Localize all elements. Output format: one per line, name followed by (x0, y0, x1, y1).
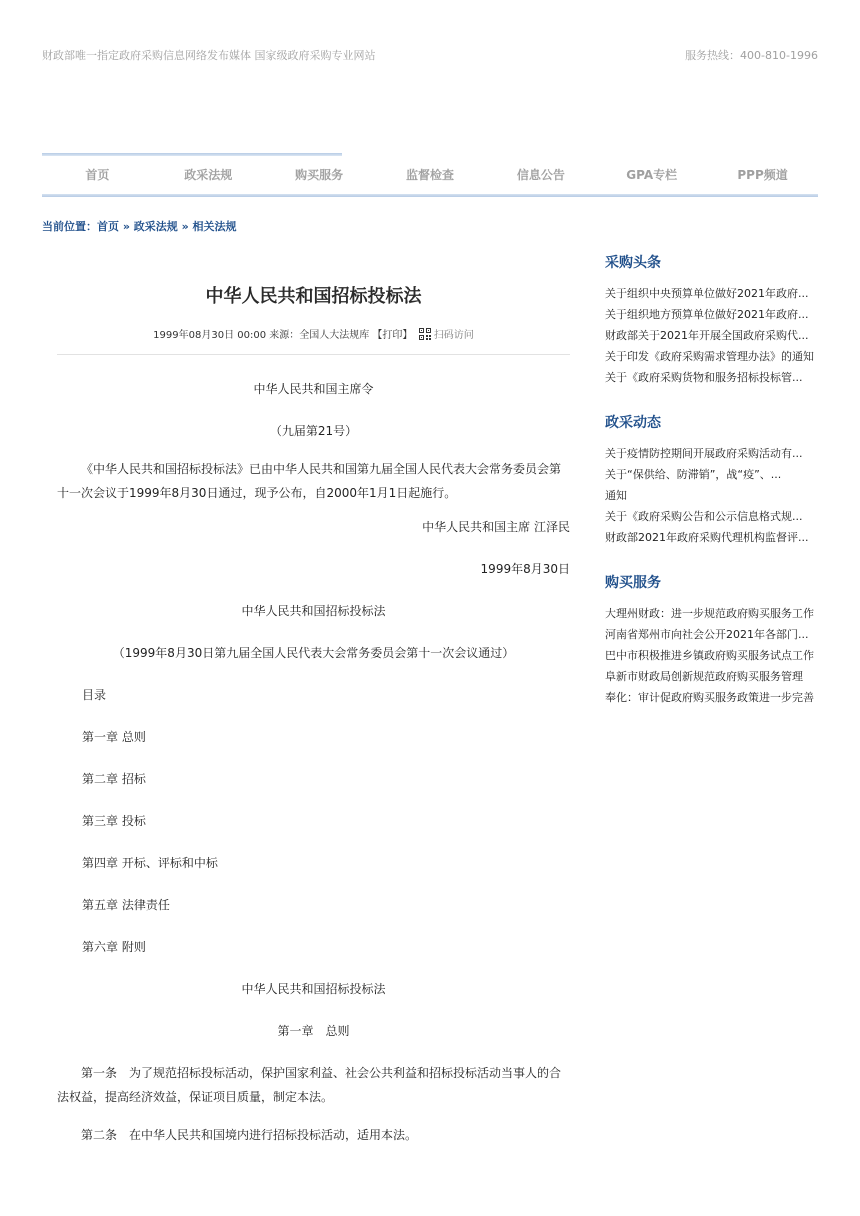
article-meta (57, 328, 570, 344)
service-item[interactable]: 大理州财政：进一步规范政府购买服务工作 (605, 607, 814, 620)
decree-number: （九届第21号） (269, 424, 358, 438)
breadcrumb-separator: » (177, 220, 193, 233)
scan-visit-link[interactable]: 扫码访问 (433, 330, 474, 341)
headline-item[interactable]: 财政部关于2021年开展全国政府采购代... (605, 329, 809, 342)
article-meta-text: 1999年08月30日 00:00 来源：全国人大法规库 【打印】 (153, 330, 413, 341)
headline-item[interactable]: 关于组织地方预算单位做好2021年政府... (605, 308, 809, 321)
chapter-heading: 第一章 总则 (277, 1024, 350, 1038)
service-item[interactable]: 奉化：审计促政府购买服务政策进一步完善 (605, 691, 814, 704)
toc-item: 第六章 附则 (82, 940, 146, 954)
breadcrumb-prefix: 当前位置： (42, 220, 97, 233)
headline-item[interactable]: 关于《政府采购货物和服务招标投标管... (605, 371, 803, 384)
toc-title: 目录 (82, 688, 107, 702)
headline-item[interactable]: 关于组织中央预算单位做好2021年政府... (605, 287, 809, 300)
decree-paragraph: 《中华人民共和国招标投标法》已由中华人民共和国第九届全国人民代表大会常务委员会第十一次会议于1999年8月30日通过，现予公布，自2000年1月1日起施行。 (57, 462, 562, 500)
article (57, 280, 570, 1147)
toc-item: 第三章 投标 (82, 814, 146, 828)
service-hotline: 服务热线：400-810-1996 (685, 49, 818, 62)
law-title: 中华人民共和国招标投标法 (241, 604, 386, 618)
toc-item: 第一章 总则 (82, 730, 146, 744)
article-divider (57, 354, 570, 355)
main-nav (42, 153, 818, 197)
news-item[interactable]: 关于“保供给、防滞销”，战“疫”、... (605, 468, 782, 481)
news-item[interactable]: 财政部2021年政府采购代理机构监督评... (605, 531, 809, 544)
decree-date: 1999年8月30日 (480, 562, 570, 576)
nav-item-purchase-services[interactable]: 购买服务 (295, 168, 344, 182)
services-list (605, 603, 818, 708)
nav-items (42, 163, 818, 187)
toc-item: 第四章 开标、评标和中标 (82, 856, 218, 870)
news-list (605, 443, 818, 548)
sidebar-headlines (605, 252, 818, 388)
nav-item-ppp[interactable]: PPP频道 (737, 168, 788, 182)
nav-item-supervision[interactable]: 监督检查 (406, 168, 455, 182)
article-clause: 第一条 为了规范招标投标活动，保护国家利益、社会公共利益和招标投标活动当事人的合法权益，提高经济效益，保证项目质量，制定本法。 (57, 1066, 562, 1104)
service-item[interactable]: 巴中市积极推进乡镇政府购买服务试点工作 (605, 649, 814, 662)
site-slogan: 财政部唯一指定政府采购信息网络发布媒体 国家级政府采购专业网站 (42, 49, 376, 62)
nav-item-regulations[interactable]: 政采法规 (184, 168, 233, 182)
law-adoption-note: （1999年8月30日第九届全国人民代表大会常务委员会第十一次会议通过） (112, 646, 515, 660)
breadcrumb-section-link[interactable]: 政采法规 (133, 220, 178, 233)
sidebar (605, 252, 818, 708)
headlines-list (605, 283, 818, 388)
nav-item-announcements[interactable]: 信息公告 (516, 168, 565, 182)
decree-heading: 中华人民共和国主席令 (253, 382, 374, 396)
top-bar (42, 47, 818, 63)
article-clause: 第二条 在中华人民共和国境内进行招标投标活动，适用本法。 (81, 1128, 418, 1142)
sidebar-services-title[interactable]: 购买服务 (605, 575, 661, 591)
breadcrumb (42, 218, 237, 234)
sidebar-news-title[interactable]: 政采动态 (605, 415, 661, 431)
news-item[interactable]: 通知 (605, 489, 627, 502)
headline-item[interactable]: 关于印发《政府采购需求管理办法》的通知 (605, 350, 814, 363)
decree-signature: 中华人民共和国主席 江泽民 (422, 520, 570, 534)
nav-item-home[interactable]: 首页 (85, 168, 110, 182)
service-item[interactable]: 阜新市财政局创新规范政府购买服务管理 (605, 670, 803, 683)
toc-item: 第五章 法律责任 (82, 898, 170, 912)
breadcrumb-current-link[interactable]: 相关法规 (192, 220, 237, 233)
qr-code-icon[interactable] (419, 328, 431, 340)
article-body (57, 377, 570, 1147)
news-item[interactable]: 关于《政府采购公告和公示信息格式规... (605, 510, 803, 523)
breadcrumb-separator: » (119, 220, 134, 233)
sidebar-news (605, 412, 818, 548)
nav-item-gpa[interactable]: GPA专栏 (626, 168, 678, 182)
article-title: 中华人民共和国招标投标法 (205, 286, 422, 307)
sidebar-headlines-title[interactable]: 采购头条 (605, 255, 661, 271)
toc-item: 第二章 招标 (82, 772, 146, 786)
nav-active-indicator (42, 153, 342, 156)
law-title-repeat: 中华人民共和国招标投标法 (241, 982, 386, 996)
breadcrumb-home-link[interactable]: 首页 (97, 220, 119, 233)
nav-divider (42, 194, 818, 197)
news-item[interactable]: 关于疫情防控期间开展政府采购活动有... (605, 447, 803, 460)
service-item[interactable]: 河南省郑州市向社会公开2021年各部门... (605, 628, 809, 641)
sidebar-services (605, 572, 818, 708)
